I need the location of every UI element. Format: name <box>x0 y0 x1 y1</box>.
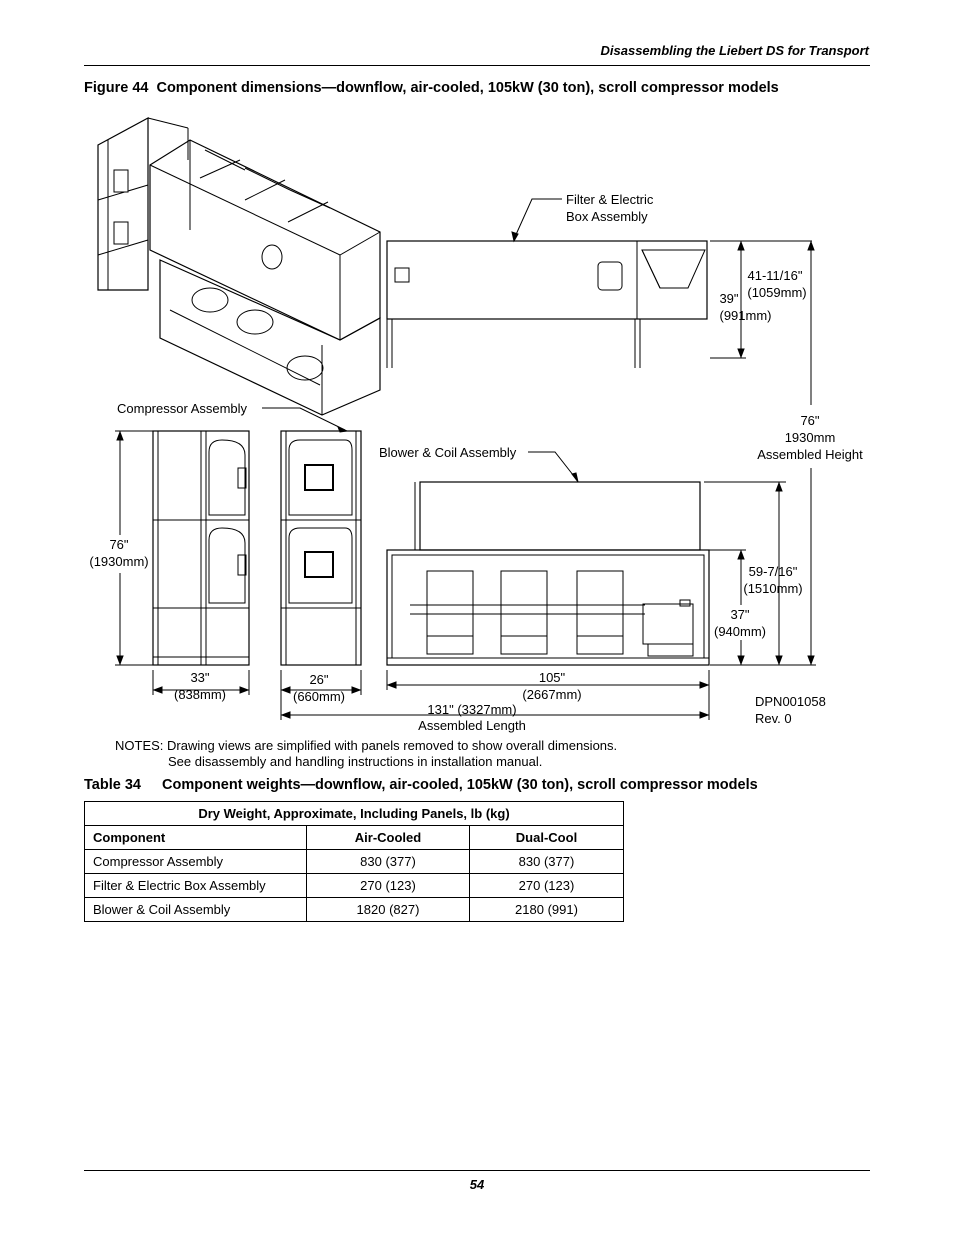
dim-105-line1: 105" <box>538 670 566 685</box>
table-super-header-row <box>85 802 624 826</box>
page-number: 54 <box>469 1177 485 1192</box>
dim-39-line1: 39" <box>719 291 739 306</box>
figure-caption-text: Component dimensions—downflow, air-cooled, 105kW (30 ton), scroll compressor models <box>156 80 779 96</box>
cell-air-cooled: 830 (377) <box>307 850 470 874</box>
running-header: Disassembling the Liebert DS for Transport <box>600 43 869 58</box>
dim-37-line2: (940mm) <box>713 624 766 639</box>
compressor-side-view <box>281 431 361 665</box>
dim-37-line1: 37" <box>730 607 750 622</box>
dim-33-line2: (838mm) <box>173 687 226 702</box>
table-row <box>85 850 624 874</box>
dpn-number: DPN001058 <box>755 694 826 709</box>
filter-label-line2: Box Assembly <box>566 209 648 224</box>
filter-label-line1: Filter & Electric <box>566 192 654 207</box>
compressor-label: Compressor Assembly <box>117 401 248 416</box>
cell-component: Blower & Coil Assembly <box>85 898 307 922</box>
isometric-unit-view <box>98 118 380 415</box>
filter-leader-line <box>514 199 562 239</box>
dim-76-line3: Assembled Height <box>757 447 863 462</box>
column-header-component: Component <box>85 826 307 850</box>
table-row <box>85 874 624 898</box>
dim-41-line2: (1059mm) <box>747 285 807 300</box>
column-header-air-cooled: Air-Cooled <box>307 826 470 850</box>
dim-39-line2: (991mm) <box>719 308 772 323</box>
cell-component: Filter & Electric Box Assembly <box>85 874 307 898</box>
blower-label: Blower & Coil Assembly <box>379 445 517 460</box>
component-weights-table <box>84 801 624 922</box>
footer-rule <box>84 1170 870 1171</box>
dim-26-line2: (660mm) <box>292 689 345 704</box>
notes-line1: NOTES: Drawing views are simplified with panels removed to show overall dimensions. <box>115 738 618 753</box>
table-number: Table 34 <box>84 777 141 793</box>
table-row <box>85 898 624 922</box>
dim-105-line2: (2667mm) <box>522 687 582 702</box>
table-header-row <box>85 826 624 850</box>
cell-dual-cool: 830 (377) <box>470 850 624 874</box>
dim-76l-line1: 76" <box>109 537 129 552</box>
dim-131-line1: 131" (3327mm) <box>427 702 517 717</box>
column-header-dual-cool: Dual-Cool <box>470 826 624 850</box>
cell-dual-cool: 2180 (991) <box>470 898 624 922</box>
dim-41-line1: 41-11/16" <box>747 268 803 283</box>
dim-76l-line2: (1930mm) <box>89 554 149 569</box>
cell-air-cooled: 1820 (827) <box>307 898 470 922</box>
dim-26-line1: 26" <box>309 672 329 687</box>
cell-dual-cool: 270 (123) <box>470 874 624 898</box>
compressor-front-view <box>153 431 249 665</box>
dim-59-line1: 59-7/16" <box>748 564 798 579</box>
dim-76-line2: 1930mm <box>784 430 836 445</box>
cell-air-cooled: 270 (123) <box>307 874 470 898</box>
table-caption-text: Component weights—downflow, air-cooled, 105kW (30 ton), scroll compressor models <box>162 777 758 793</box>
blower-coil-view <box>387 482 709 665</box>
dim-33-line1: 33" <box>190 670 210 685</box>
cell-component: Compressor Assembly <box>85 850 307 874</box>
table-super-header: Dry Weight, Approximate, Including Panels, lb (kg) <box>85 802 624 826</box>
dim-76-line1: 76" <box>800 413 820 428</box>
figure-number: Figure 44 <box>84 80 149 96</box>
notes-line2: See disassembly and handling instructions in installation manual. <box>168 754 543 769</box>
dim-59-line2: (1510mm) <box>743 581 803 596</box>
filter-box-side-view <box>387 241 707 368</box>
revision: Rev. 0 <box>755 711 792 726</box>
dim-131-line2: Assembled Length <box>418 718 526 733</box>
table-caption <box>84 777 758 793</box>
